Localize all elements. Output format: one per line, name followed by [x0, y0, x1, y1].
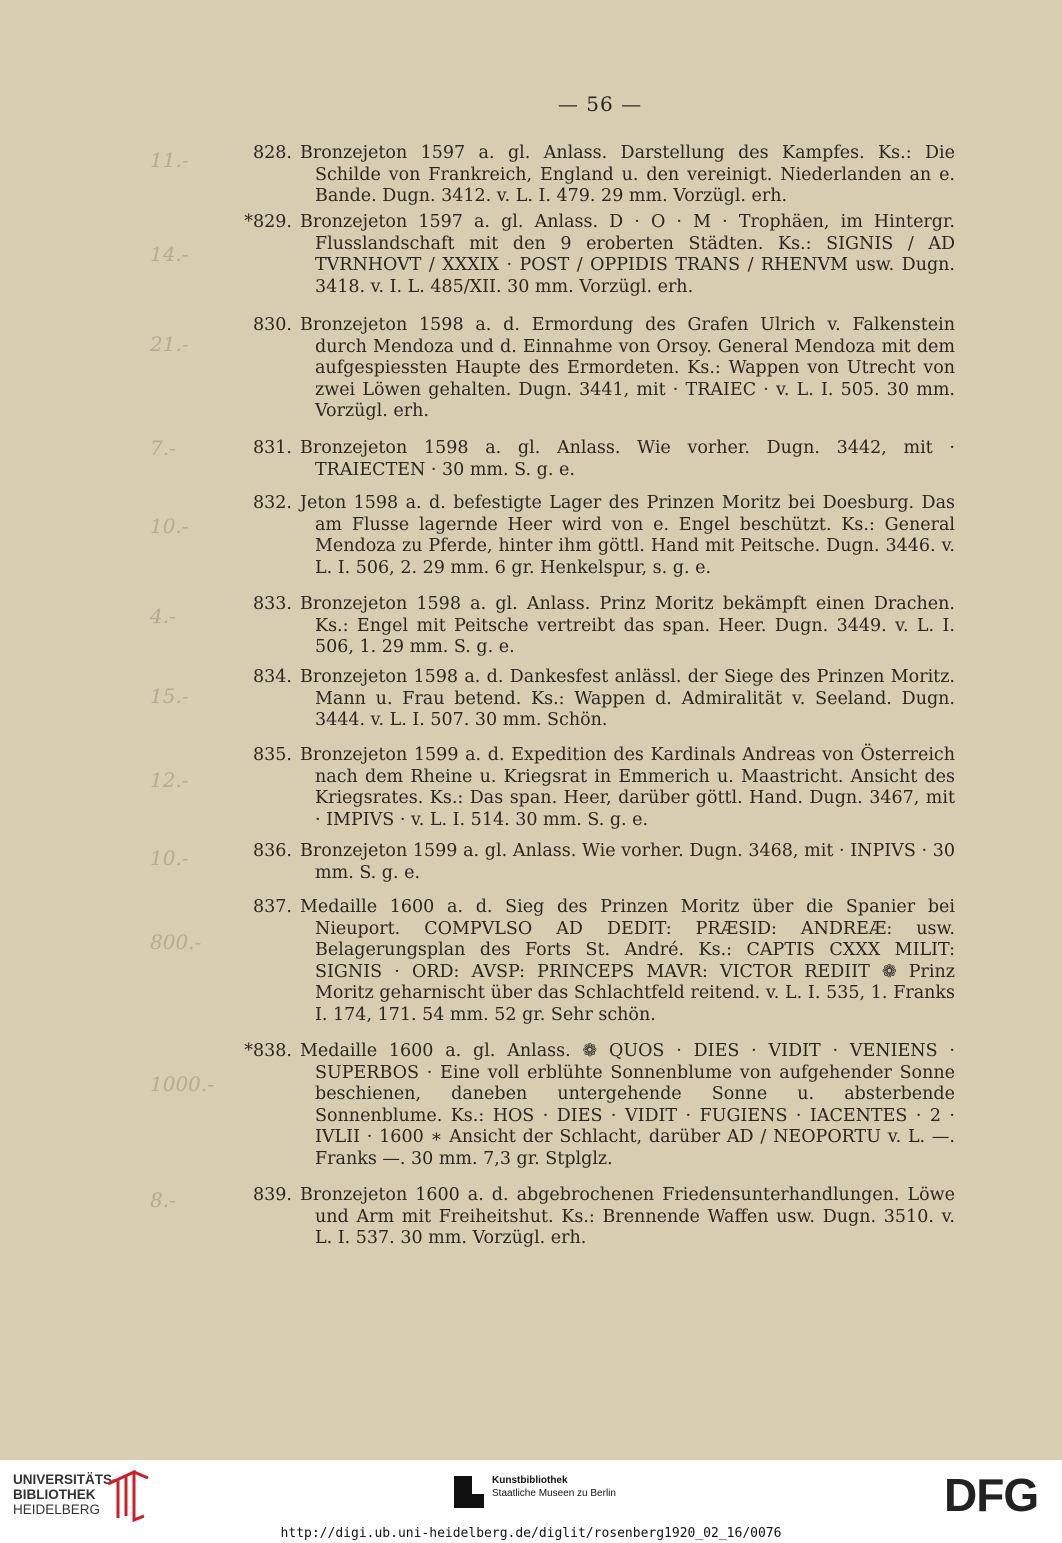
entry-number: 831. [253, 438, 292, 458]
price-annotation: 11.- [150, 148, 189, 172]
entry-text: Medaille 1600 a. d. Sieg des Prinzen Moritz über die Spanier bei Nieuport. COMPVLSO AD DEDIT: PRÆSID: ANDREÆ: usw. Belagerungsplan des Forts St. André. Ks.: CAPTIS CXXX MILIT: SIGNIS · ORD: AVSP: PRINCEPS MAVR: VICTOR REDIIT ❁ Prinz Moritz geharnischt über das Schlachtfeld reitend. v. L. I. 535, 1. Franks I. 174, 171. 54 mm. 52 gr. Sehr schön. [300, 897, 955, 1025]
catalog-entry [230, 667, 955, 732]
catalog-entry [230, 745, 955, 831]
price-annotation: 21.- [150, 332, 189, 356]
entry-text: Bronzejeton 1598 a. gl. Anlass. Wie vorher. Dugn. 3442, mit · TRAIECTEN · 30 mm. S. g. e. [300, 438, 955, 480]
entry-text: Bronzejeton 1597 a. gl. Anlass. D · O · M · Trophäen, im Hintergr. Flusslandschaft mit den 9 eroberten Städten. Ks.: SIGNIS / AD TVRNHOVT / XXXIX · POST / OPPIDIS TRANS / RHENVM usw. Dugn. 3418. v. I. L. 485/XII. 30 mm. Vorzügl. erh. [300, 212, 955, 297]
catalog-entry [230, 438, 955, 481]
price-annotation: 8.- [150, 1188, 176, 1212]
entry-number: 835. [253, 745, 292, 765]
entry-text: Medaille 1600 a. gl. Anlass. ❁ QUOS · DIES · VIDIT · VENIENS · SUPERBOS · Eine voll erblühte Sonnenblume von aufgehender Sonne beschienen, daneben untergehende Sonne u. absterbende Sonnenblume. Ks.: HOS · DIES · VIDIT · FUGIENS · IACENTES · 2 · IVLII · 1600 ∗ Ansicht der Schlacht, darüber AD / NEOPORTU v. L. —. Franks —. 30 mm. 7,3 gr. Stplglz. [300, 1041, 955, 1169]
entry-number: 830. [253, 315, 292, 335]
price-annotation: 12.- [150, 768, 189, 792]
entry-text: Bronzejeton 1598 a. gl. Anlass. Prinz Moritz bekämpft einen Drachen. Ks.: Engel mit Peitsche vertreibt das span. Heer. Dugn. 3449. v. L. I. 506, 1. 29 mm. S. g. e. [300, 594, 955, 657]
entry-number: 839. [253, 1185, 292, 1205]
catalog-entry [230, 897, 955, 1026]
footer-bar [0, 1460, 1062, 1543]
price-annotation: 10.- [150, 514, 189, 538]
entry-text: Bronzejeton 1598 a. d. Ermordung des Grafen Ulrich v. Falkenstein durch Mendoza und d. Einnahme von Orsoy. General Mendoza mit dem aufgespiessten Haupte des Ermordeten. Ks.: Wappen von Utrecht von zwei Löwen gehalten. Dugn. 3441, mit · TRAIEC · v. L. I. 505. 30 mm. Vorzügl. erh. [300, 315, 955, 421]
entry-number: 832. [253, 493, 292, 513]
entry-number: 833. [253, 594, 292, 614]
price-annotation: 800.- [150, 930, 202, 954]
source-url: http://digi.ub.uni-heidelberg.de/diglit/rosenberg1920_02_16/0076 [280, 1526, 782, 1541]
entry-text: Jeton 1598 a. d. befestigte Lager des Prinzen Moritz bei Doesburg. Das am Flusse lagernde Heer wird von e. Engel beschützt. Ks.: General Mendoza zu Pferde, hinter ihm göttl. Hand mit Peitsche. Dugn. 3446. v. L. I. 506, 2. 29 mm. 6 gr. Henkelspur, s. g. e. [300, 493, 955, 578]
kunstbibliothek-logo-icon [452, 1474, 486, 1510]
catalog-entry [230, 1185, 955, 1250]
entry-number: 828. [253, 143, 292, 163]
entry-text: Bronzejeton 1598 a. d. Dankesfest anlässl. der Siege des Prinzen Moritz. Mann u. Frau betend. Ks.: Wappen d. Admiralität v. Seeland. Dugn. 3444. v. L. I. 507. 30 mm. Schön. [300, 667, 955, 730]
kunstbibliothek-name: Kunstbibliothek Staatliche Museen zu Berlin [492, 1475, 616, 1499]
catalog-entry [230, 143, 955, 208]
entry-text: Bronzejeton 1597 a. gl. Anlass. Darstellung des Kampfes. Ks.: Die Schilde von Frankreich, England u. den vereinigt. Niederlanden an e. Bande. Dugn. 3412. v. L. I. 479. 29 mm. Vorzügl. erh. [300, 143, 955, 206]
entry-text: Bronzejeton 1599 a. d. Expedition des Kardinals Andreas von Österreich nach dem Rheine u. Kriegsrat in Emmerich u. Maastricht. Ansicht des Kriegsrates. Ks.: Das span. Heer, darüber göttl. Hand. Dugn. 3467, mit · IMPIVS · v. L. I. 514. 30 mm. S. g. e. [300, 745, 955, 830]
entry-text: Bronzejeton 1600 a. d. abgebrochenen Friedensunterhandlungen. Löwe und Arm mit Freiheitshut. Ks.: Brennende Waffen usw. Dugn. 3510. v. L. I. 537. 30 mm. Vorzügl. erh. [300, 1185, 955, 1248]
price-annotation: 14.- [150, 242, 189, 266]
catalog-entry [230, 841, 955, 884]
page-number: — 56 — [557, 92, 643, 116]
entry-text: Bronzejeton 1599 a. gl. Anlass. Wie vorher. Dugn. 3468, mit · INPIVS · 30 mm. S. g. e. [300, 841, 955, 883]
dfg-logo: DFG [944, 1469, 1039, 1521]
catalog-entry [230, 594, 955, 659]
price-annotation: 4.- [150, 604, 176, 628]
catalog-entry [230, 315, 955, 423]
heidelberg-library-logo-icon [104, 1470, 150, 1522]
entry-number: 834. [253, 667, 292, 687]
library-name: UNIVERSITÄTS- BIBLIOTHEK HEIDELBERG [13, 1472, 117, 1517]
entry-number: 836. [253, 841, 292, 861]
price-annotation: 1000.- [150, 1072, 215, 1096]
catalog-entry [230, 1041, 955, 1170]
catalog-entry [230, 493, 955, 579]
entry-number: 837. [253, 897, 292, 917]
price-annotation: 15.- [150, 684, 189, 708]
entry-number: *838. [244, 1041, 292, 1061]
price-annotation: 7.- [150, 436, 176, 460]
price-annotation: 10.- [150, 846, 189, 870]
catalog-entry [230, 212, 955, 298]
entry-number: *829. [244, 212, 292, 232]
